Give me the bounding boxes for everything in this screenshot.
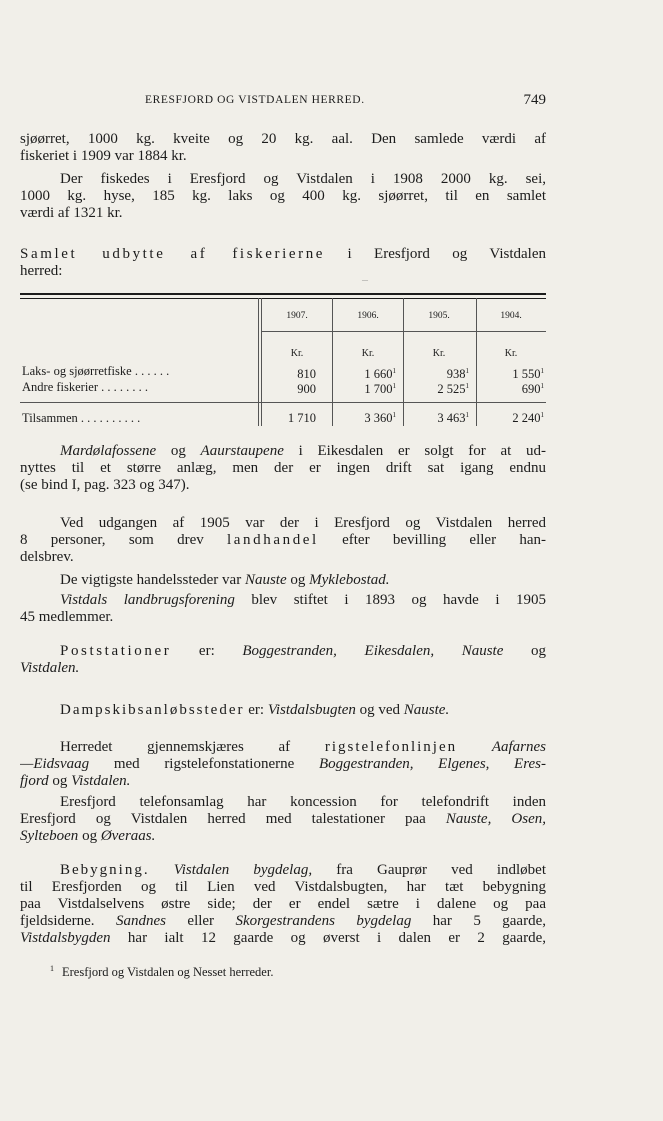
- footnote-ref: 1: [540, 382, 544, 390]
- text-line: værdi af 1321 kr.: [20, 205, 123, 221]
- cell-value: 1 660: [364, 367, 393, 382]
- cell-laks-1906: [332, 367, 396, 382]
- italic-text: Vistdalsbygden: [20, 930, 111, 946]
- text-line: sjøørret, 1000 kg. kveite og 20 kg. aal. Den samlede værdi af: [20, 131, 546, 147]
- table-rule: [20, 298, 546, 299]
- text-line: [20, 811, 546, 828]
- spaced-heading: Samlet udbytte af fiskerierne: [20, 246, 326, 262]
- italic-text: Nauste: [244, 572, 287, 588]
- text: har 5 gaarde,: [411, 913, 546, 929]
- italic-text: Nauste.: [403, 702, 450, 718]
- paragraph-trading-places: [20, 572, 546, 589]
- italic-text: Sandnes: [115, 913, 166, 929]
- text-line: [20, 773, 546, 790]
- table-divider: [403, 298, 404, 426]
- cell-total-1907: [260, 411, 316, 426]
- text-line: [20, 702, 546, 719]
- cell-laks-1904: [476, 367, 544, 382]
- footnote-ref: 1: [392, 411, 396, 419]
- text: og ved: [355, 702, 404, 718]
- table-divider: [476, 298, 477, 426]
- year-1906: 1906.: [357, 311, 379, 321]
- paragraph-post-stations: [20, 643, 546, 677]
- unit-label: Kr.: [290, 348, 304, 359]
- cell-laks-1907: [260, 367, 316, 382]
- text: og: [48, 773, 72, 789]
- paragraph-1908-catch: [20, 171, 546, 222]
- table-divider: [258, 298, 259, 426]
- text-line: paa Vistdalselvens østre side; der er endel sætre i dalene og paa: [20, 896, 546, 912]
- table-divider: [332, 298, 333, 426]
- text: er:: [244, 702, 268, 718]
- running-header: [20, 94, 546, 114]
- text-line: Der fiskedes i Eresfjord og Vistdalen i 1908 2000 kg. sei,: [60, 171, 546, 187]
- footnote-text: Eresfjord og Vistdalen og Nesset herreder.: [62, 965, 274, 980]
- text-line: [20, 643, 546, 660]
- italic-text: Aafarnes: [491, 739, 546, 755]
- cell-value: 900: [297, 382, 316, 396]
- italic-text: Vistdals landbrugsforening: [60, 592, 235, 608]
- table-mark: —: [362, 278, 368, 284]
- footnote-ref: 1: [465, 411, 469, 419]
- cell-value: 1 700: [364, 382, 393, 397]
- footnote-ref: 1: [392, 367, 396, 375]
- cell-laks-1905: [403, 367, 469, 382]
- footnote-ref: 1: [540, 367, 544, 375]
- cell-andre-1906: [332, 382, 396, 397]
- text-line: fiskeriet i 1909 var 1884 kr.: [20, 148, 187, 164]
- cell-total-1904: [476, 411, 544, 426]
- paragraph-fishery-value: [20, 131, 546, 165]
- cell-andre-1904: [476, 382, 544, 397]
- cell-value: 1 550: [512, 367, 541, 382]
- cell-value: 690: [521, 382, 541, 397]
- footnote-ref: 1: [392, 382, 396, 390]
- text-line: nyttes til et større anlæg, men der er ingen drift sat igang endnu: [20, 460, 546, 476]
- italic-text: Boggestranden, Eikesdalen, Nauste: [242, 643, 504, 659]
- text: efter bevilling eller han-: [318, 532, 546, 548]
- spaced-text: rigstelefonlinjen: [324, 739, 458, 755]
- italic-text: Nauste, Osen,: [445, 811, 546, 827]
- text-line: 45 medlemmer.: [20, 609, 114, 625]
- text-line: 1000 kg. hyse, 185 kg. laks og 400 kg. sjøørret, til en samlet: [20, 188, 546, 204]
- page: [20, 0, 546, 1121]
- cell-total-1906: [332, 411, 396, 426]
- spaced-text: Poststationer: [60, 643, 172, 659]
- text: er:: [171, 643, 243, 659]
- text: eller: [165, 913, 236, 929]
- text-line: [20, 862, 546, 879]
- year-rule: [261, 331, 546, 332]
- italic-text: Sylteboen: [20, 828, 79, 844]
- text: De vigtigste handelssteder var: [60, 572, 245, 588]
- footnote-mark: 1: [50, 964, 54, 973]
- row-label-andre: Andre fiskerier . . . . . . . .: [22, 380, 149, 394]
- unit-label: Kr.: [361, 348, 375, 359]
- italic-text: Vistdalen bygdelag,: [149, 862, 313, 878]
- text-line: [20, 443, 546, 460]
- paragraph-agriculture-society: [20, 592, 546, 626]
- paragraph-steamship-stops: [20, 702, 546, 719]
- text: med rigstelefonstationerne: [89, 756, 319, 772]
- table-top-rule: [20, 293, 546, 295]
- footnote: [50, 964, 273, 980]
- header-title: ERESFJORD OG VISTDALEN HERRED.: [145, 94, 365, 106]
- text-line: [20, 532, 546, 549]
- text: blev stiftet i 1893 og havde i 1905: [234, 592, 546, 608]
- italic-text: Myklebostad.: [309, 572, 390, 588]
- cell-andre-1905: [403, 382, 469, 397]
- text-line: [20, 739, 546, 756]
- text-line: til Eresfjorden og til Lien ved Vistdalsbugten, har tæt bebygning: [20, 879, 546, 895]
- page-number: 749: [523, 92, 546, 108]
- text: og: [503, 643, 546, 659]
- text: [457, 739, 492, 755]
- heading-rest: i Eresfjord og Vistdalen: [325, 246, 546, 262]
- text-line: [20, 592, 546, 609]
- year-1907: 1907.: [286, 311, 308, 321]
- italic-text: Vistdalen.: [71, 773, 131, 789]
- text: fjeldsiderne.: [20, 913, 116, 929]
- spaced-text: Bebygning.: [60, 862, 150, 878]
- total-rule: [20, 402, 546, 403]
- cell-value: 3 360: [364, 411, 393, 426]
- table-heading: [20, 246, 546, 280]
- cell-total-1905: [403, 411, 469, 426]
- footnote-ref: 1: [465, 367, 469, 375]
- text-line: Eresfjord telefonsamlag har koncession for telefondrift inden: [60, 794, 546, 810]
- cell-andre-1907: [260, 382, 316, 397]
- text-line: [20, 246, 546, 263]
- paragraph-settlement: [20, 862, 546, 947]
- text: fra Gauprør ved indløbet: [312, 862, 546, 878]
- paragraph-waterfalls: [20, 443, 546, 494]
- row-label-laks: Laks- og sjøørretfiske . . . . . .: [22, 364, 170, 378]
- text: 8 personer, som drev: [20, 532, 228, 548]
- text: og: [156, 443, 201, 459]
- italic-text: Vistdalsbugten: [267, 702, 356, 718]
- cell-value: 2 240: [512, 411, 541, 426]
- cell-value: 810: [297, 367, 316, 381]
- text-line: herred:: [20, 263, 63, 279]
- row-label-total: Tilsammen . . . . . . . . . .: [22, 411, 141, 425]
- text: og: [286, 572, 310, 588]
- italic-text: Skorgestrandens bygdelag: [235, 913, 412, 929]
- unit-label: Kr.: [504, 348, 518, 359]
- text-line: [20, 930, 546, 947]
- cell-value: 3 463: [437, 411, 466, 426]
- spaced-text: landhandel: [227, 532, 319, 548]
- text-line: [20, 572, 546, 589]
- paragraph-telephone-association: [20, 794, 546, 845]
- text: og: [78, 828, 101, 844]
- text: har ialt 12 gaarde og øverst i dalen er 2 gaarde,: [110, 930, 546, 946]
- text-line: (se bind I, pag. 323 og 347).: [20, 477, 190, 493]
- footnote-ref: 1: [540, 411, 544, 419]
- italic-text: Aaurstaupene: [200, 443, 284, 459]
- cell-value: 2 525: [437, 382, 466, 397]
- text-line: Ved udgangen af 1905 var der i Eresfjord og Vistdalen herred: [60, 515, 546, 531]
- paragraph-trade: [20, 515, 546, 566]
- italic-text: Mardølafossene: [60, 443, 157, 459]
- unit-label: Kr.: [432, 348, 446, 359]
- year-1904: 1904.: [500, 311, 522, 321]
- table-divider: [261, 298, 262, 426]
- italic-text: fjord: [20, 773, 49, 789]
- text: Eresfjord og Vistdalen herred med talestationer paa: [20, 811, 446, 827]
- italic-text: Boggestranden, Elgenes, Eres-: [318, 756, 546, 772]
- paragraph-telephone-line: [20, 739, 546, 790]
- text: Herredet gjennemskjæres af: [60, 739, 325, 755]
- text: i Eikesdalen er solgt for at ud-: [283, 443, 546, 459]
- text-line: [20, 828, 546, 845]
- text-line: [20, 913, 546, 930]
- spaced-text: Dampskibsanløbssteder: [60, 702, 245, 718]
- italic-text: Vistdalen.: [20, 660, 80, 676]
- italic-text: Øveraas.: [100, 828, 156, 844]
- year-1905: 1905.: [428, 311, 450, 321]
- cell-value: 938: [446, 367, 466, 382]
- text-line: [20, 756, 546, 773]
- italic-text: —Eidsvaag: [20, 756, 90, 772]
- text-line: delsbrev.: [20, 549, 74, 565]
- cell-value: 1 710: [287, 411, 316, 425]
- footnote-ref: 1: [465, 382, 469, 390]
- text-line: [20, 660, 546, 677]
- fishery-table: [20, 278, 546, 430]
